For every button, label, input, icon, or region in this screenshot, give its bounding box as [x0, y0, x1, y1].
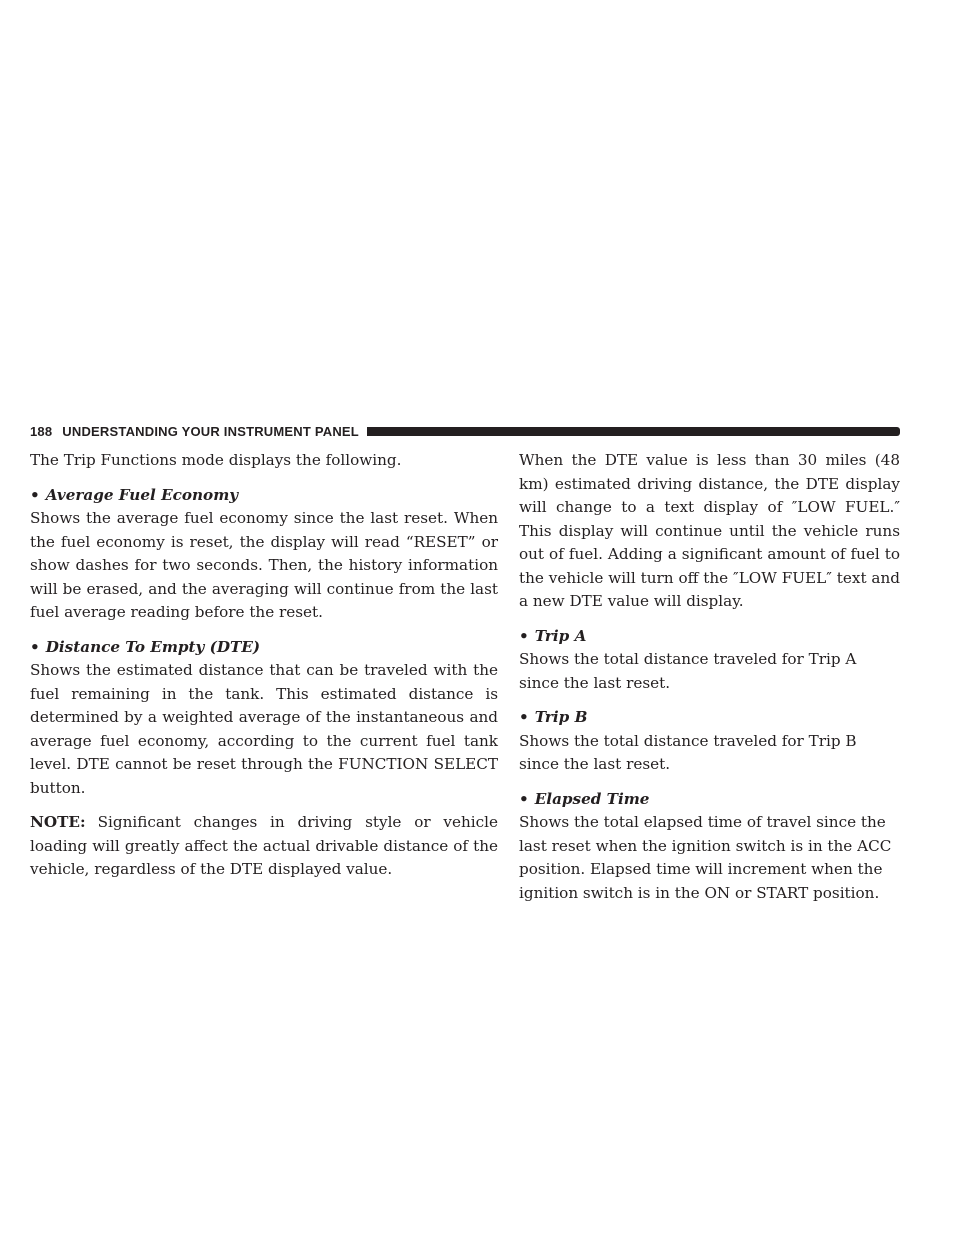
bullet-icon: • — [519, 789, 529, 808]
page-number: 188 — [30, 423, 53, 439]
section-title: UNDERSTANDING YOUR INSTRUMENT PANEL — [62, 423, 359, 439]
bullet-title: Average Fuel Economy — [45, 485, 239, 504]
bullet-icon: • — [30, 637, 40, 656]
bullet-title: Elapsed Time — [534, 789, 650, 808]
bullet-trip-b — [519, 706, 900, 730]
right-column — [519, 449, 900, 916]
page-header — [30, 421, 900, 441]
bullet-title: Trip A — [534, 626, 587, 645]
bullet-title: Distance To Empty (DTE) — [45, 637, 261, 656]
note-paragraph — [30, 811, 498, 882]
average-fuel-economy-body: Shows the average fuel economy since the last reset. When the fuel economy is reset, the display will read “RESET” or show dashes for two seconds. Then, the history information will be erased, and the averaging will continue from the last fuel average reading before the reset. — [30, 509, 498, 621]
bullet-elapsed-time — [519, 788, 900, 812]
bullet-icon: • — [519, 626, 529, 645]
intro-text: The Trip Functions mode displays the following. — [30, 451, 402, 469]
note-label: NOTE: — [30, 813, 86, 831]
left-column — [30, 449, 498, 893]
trip-a-body: Shows the total distance traveled for Trip A since the last reset. — [519, 650, 857, 692]
bullet-average-fuel-economy — [30, 484, 498, 508]
bullet-icon: • — [30, 485, 40, 504]
bullet-trip-a — [519, 625, 900, 649]
low-fuel-paragraph: When the DTE value is less than 30 miles (48 km) estimated driving distance, the DTE display will change to a text display of ″LOW FUEL.″ This display will continue until the vehicle runs out of fuel. Adding a significant amount of fuel to the vehicle will turn off the ″LOW FUEL″ text and a new DTE value will display. — [519, 451, 900, 610]
trip-b-body: Shows the total distance traveled for Trip B since the last reset. — [519, 731, 857, 773]
bullet-title: Trip B — [534, 708, 588, 726]
bullet-distance-to-empty — [30, 636, 498, 660]
header-rule — [367, 427, 900, 436]
elapsed-time-body: Shows the total elapsed time of travel since the last reset when the ignition switch is in the ACC position. Elapsed time will increment when the ignition switch is in the ON or START position. — [519, 813, 892, 902]
note-body: Significant changes in driving style or vehicle loading will greatly affect the actual drivable distance of the vehicle, regardless of the DTE displayed value. — [30, 813, 498, 878]
bullet-icon: • — [519, 708, 529, 726]
distance-to-empty-body: Shows the estimated distance that can be traveled with the fuel remaining in the tank. This estimated distance is determined by a weighted average of the instantaneous and average fuel economy, according to the current fuel tank level. DTE cannot be reset through the FUNCTION SELECT button. — [30, 661, 498, 797]
